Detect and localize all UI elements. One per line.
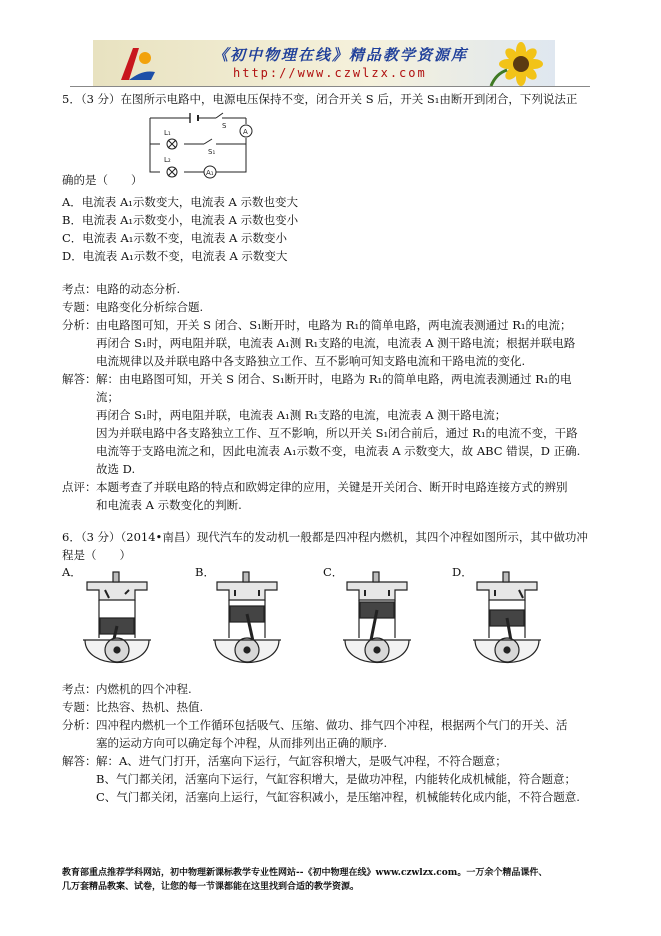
q5-fenxi-line: 由电路图可知，开关 S 闭合、S₁断开时，电路为 R₁的简单电路，两电流表测通过 R₁的电流； [96, 318, 572, 332]
q6-fenxi-label: 分析： [62, 718, 97, 732]
q5-dianping-line: 和电流表 A 示数变化的判断. [96, 498, 242, 512]
q6-jieda-line: C、气门都关闭，活塞向上运行，气缸容积减小，是压缩冲程，机械能转化成内能，不符合题意. [96, 790, 580, 804]
engine-diagram-a [75, 570, 160, 670]
q5-jieda-line: 解：由电路图可知，开关 S 闭合、S₁断开时，电路为 R₁的简单电路，两电流表测通过 R₁的电 [96, 372, 572, 386]
q6-fenxi-line: 塞的运动方向可以确定每个冲程，从而排列出正确的顺序. [96, 736, 388, 750]
header-rule [70, 86, 590, 87]
q5-circuit-diagram [146, 110, 256, 180]
label-s: S [222, 122, 227, 130]
q6-kaodian-label: 考点： [62, 682, 97, 696]
header-banner [93, 40, 555, 86]
q5-dianping-line: 本题考查了并联电路的特点和欧姆定律的应用，关键是开关闭合、断开时电路连接方式的辨别 [96, 480, 568, 494]
sunflower-icon [481, 40, 555, 86]
q6-stem-cont: 程是（ ） [62, 548, 131, 562]
q5-kaodian-label: 考点： [62, 282, 97, 296]
q5-stem: 5．（3 分）在图所示电路中，电源电压保持不变，闭合开关 S 后，开关 S₁由断开到闭合，下列说法正 [62, 92, 578, 106]
q5-jieda-line: 故选 D. [96, 462, 136, 476]
q5-zhuanti: 电路变化分析综合题. [96, 300, 204, 314]
q5-fenxi-line: 再闭合 S₁时，两电阻并联，电流表 A₁测 R₁支路的电流，电流表 A 测干路电流；根据并联电路 [96, 336, 576, 350]
q6-jieda-line: 解：A、进气门打开，活塞向下运行，气缸容积增大，是吸气冲程，不符合题意； [96, 754, 507, 768]
q5-jieda-line: 因为并联电路中各支路独立工作、互不影响，所以开关 S₁闭合前后，通过 R₁的电流不变，干路 [96, 426, 578, 440]
engine-diagram-b [205, 570, 290, 670]
label-s1: S₁ [208, 148, 216, 156]
label-l1: L₁ [164, 129, 171, 137]
logo-icon [115, 44, 159, 84]
label-l2: L₂ [164, 156, 171, 164]
q6-option-c-label: C． [323, 565, 344, 579]
banner-title: 《初中物理在线》精品教学资源库 [213, 46, 469, 64]
q5-kaodian: 电路的动态分析. [96, 282, 181, 296]
label-a1: A₁ [206, 169, 214, 177]
q5-option-c: C．电流表 A₁示数不变，电流表 A 示数变小 [62, 231, 287, 245]
q5-jieda-label: 解答： [62, 372, 97, 386]
q5-jieda-line: 电流等于支路电流之和，因此电流表 A₁示数不变，电流表 A 示数变大，故 ABC 错误，D 正确. [96, 444, 581, 458]
footer-line: 几万套精品教案、试卷，让您的每一节课都能在这里找到合适的教学资源。 [62, 882, 360, 892]
q6-option-a-label: A． [62, 565, 82, 579]
q5-fenxi-label: 分析： [62, 318, 97, 332]
q5-option-d: D．电流表 A₁示数不变，电流表 A 示数变大 [62, 249, 288, 263]
q5-stem-cont: 确的是（ ） [62, 173, 143, 187]
q5-option-b: B．电流表 A₁示数变小，电流表 A 示数也变小 [62, 213, 299, 227]
q6-kaodian: 内燃机的四个冲程. [96, 682, 192, 696]
q6-zhuanti: 比热容、热机、热值. [96, 700, 204, 714]
q6-jieda-line: B、气门都关闭，活塞向下运行，气缸容积增大，是做功冲程，内能转化成机械能，符合题意； [96, 772, 576, 786]
label-a: A [243, 128, 248, 136]
footer-line: 教育部重点推荐学科网站，初中物理新课标教学专业性网站--《初中物理在线》www.czwlzx.com。一万余个精品课件、 [62, 868, 548, 878]
q6-option-d-label: D． [452, 565, 473, 579]
q5-jieda-line: 流； [96, 390, 119, 404]
q6-stem: 6．（3 分）（2014•南昌）现代汽车的发动机一般都是四冲程内燃机，其四个冲程如图所示，其中做功冲 [62, 530, 588, 544]
banner-url[interactable]: http://www.czwlzx.com [233, 66, 427, 80]
q6-jieda-label: 解答： [62, 754, 97, 768]
q6-option-b-label: B． [195, 565, 215, 579]
engine-diagram-c [335, 570, 420, 670]
q5-jieda-line: 再闭合 S₁时，两电阻并联，电流表 A₁测 R₁支路的电流，电流表 A 测干路电流； [96, 408, 507, 422]
q5-option-a: A．电流表 A₁示数变大，电流表 A 示数也变大 [62, 195, 298, 209]
engine-diagram-d [465, 570, 550, 670]
q6-fenxi-line: 四冲程内燃机一个工作循环包括吸气、压缩、做功、排气四个冲程，根据两个气门的开关、活 [96, 718, 568, 732]
q5-dianping-label: 点评： [62, 480, 97, 494]
q5-zhuanti-label: 专题： [62, 300, 97, 314]
q5-fenxi-line: 电流规律以及并联电路中各支路独立工作、互不影响可知支路电流和干路电流的变化. [96, 354, 526, 368]
q6-zhuanti-label: 专题： [62, 700, 97, 714]
